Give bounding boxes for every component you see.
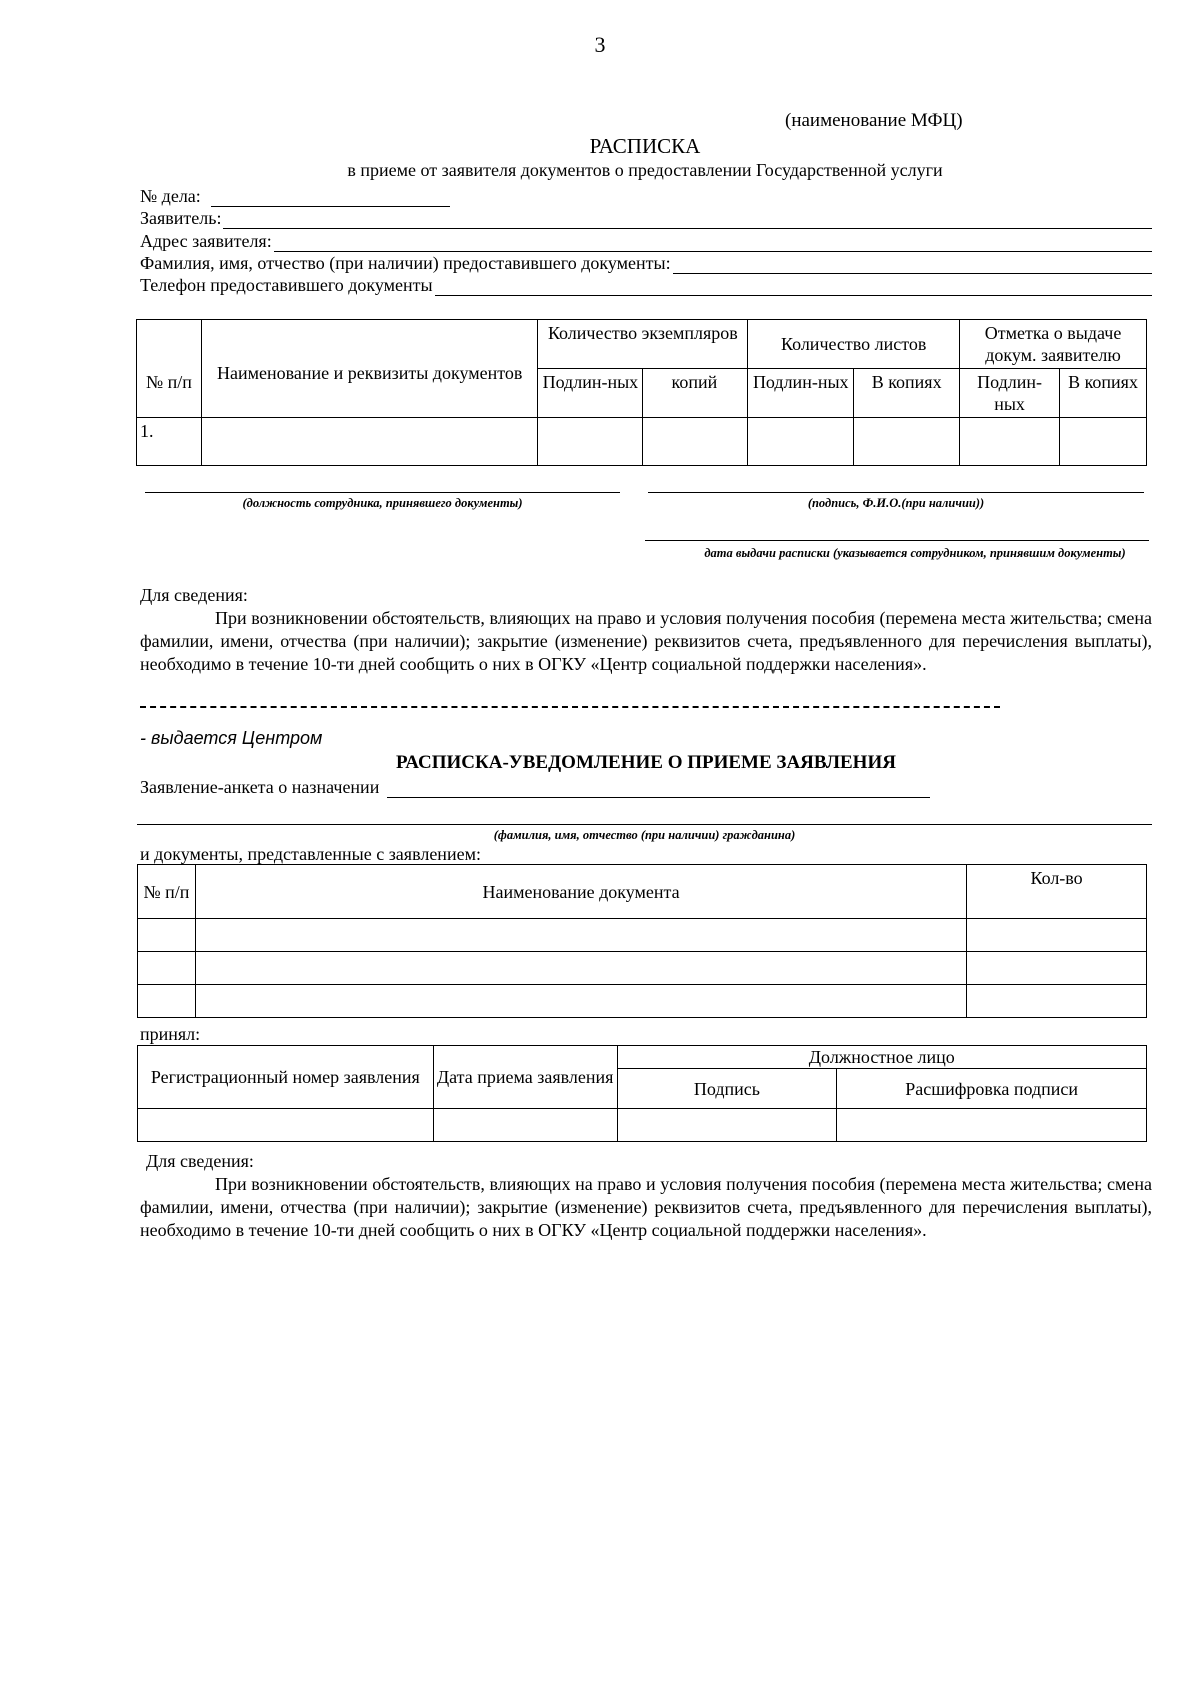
submitter-name-field[interactable] <box>140 252 1152 274</box>
address-label: Адрес заявителя: <box>140 231 272 251</box>
table-cell[interactable] <box>960 418 1060 466</box>
submitter-phone-line[interactable] <box>435 278 1152 296</box>
citizen-name-caption: (фамилия, имя, отчество (при наличии) гражданина) <box>493 828 796 842</box>
sub-copies-header: копий <box>643 369 748 418</box>
address-field[interactable] <box>140 230 1152 252</box>
col-sheets-count-header: Количество листов <box>748 320 960 369</box>
col-issue-mark-header: Отметка о выдаче докум. заявителю <box>960 320 1147 369</box>
col-number-header: № п/п <box>138 865 196 919</box>
submitter-name-line[interactable] <box>673 256 1152 274</box>
submitter-phone-label: Телефон предоставившего документы <box>140 275 433 295</box>
acceptance-table <box>137 1045 1147 1142</box>
signature-caption: (подпись, Ф.И.О.(при наличии)) <box>807 496 985 510</box>
issued-by-label: - выдается Центром <box>140 728 323 748</box>
table-cell[interactable] <box>195 952 966 985</box>
submitter-name-label: Фамилия, имя, отчество (при наличии) предоставившего документы: <box>140 253 671 273</box>
receipt-subtitle: в приеме от заявителя документов о предоставлении Государственной услуги <box>347 160 943 180</box>
sub-originals-header: Подлин-ных <box>960 369 1060 418</box>
receipt-title: РАСПИСКА <box>589 134 701 158</box>
application-label: Заявление-анкета о назначении <box>140 777 380 797</box>
notice-documents-table <box>137 864 1147 1018</box>
accepted-label: принял: <box>140 1024 201 1044</box>
position-caption: (должность сотрудника, принявшего документы) <box>242 496 523 510</box>
table-cell[interactable] <box>967 919 1147 952</box>
submitter-phone-field[interactable] <box>140 274 1152 296</box>
table-cell[interactable] <box>748 418 854 466</box>
signature-line[interactable] <box>648 492 1144 493</box>
col-document-name-header: Наименование и реквизиты документов <box>201 320 538 418</box>
case-number-field[interactable] <box>140 185 450 207</box>
documents-label: и документы, представленные с заявлением: <box>140 844 481 864</box>
table-row <box>138 985 1147 1018</box>
cut-line <box>140 706 1000 708</box>
table-cell[interactable] <box>138 985 196 1018</box>
table-cell[interactable] <box>617 1109 837 1142</box>
citizen-name-line[interactable] <box>137 824 1152 825</box>
table-cell[interactable] <box>195 919 966 952</box>
col-copies-count-header: Количество экземпляров <box>538 320 748 369</box>
sub-in-copies-header: В копиях <box>1060 369 1147 418</box>
table-cell[interactable] <box>643 418 748 466</box>
case-number-label: № дела: <box>140 186 201 206</box>
receipt-documents-table <box>136 319 1147 466</box>
sub-signature-decoding-header: Расшифровка подписи <box>837 1069 1147 1109</box>
col-official-header: Должностное лицо <box>617 1046 1146 1069</box>
notice-title: РАСПИСКА-УВЕДОМЛЕНИЕ О ПРИЕМЕ ЗАЯВЛЕНИЯ <box>396 752 896 773</box>
col-acceptance-date-header: Дата приема заявления <box>433 1046 617 1109</box>
col-registration-number-header: Регистрационный номер заявления <box>138 1046 434 1109</box>
table-cell[interactable] <box>195 985 966 1018</box>
table-cell[interactable] <box>138 952 196 985</box>
table-cell[interactable] <box>837 1109 1147 1142</box>
col-number-header: № п/п <box>137 320 202 418</box>
issue-date-caption: дата выдачи расписки (указывается сотрудником, принявшим документы) <box>704 546 1126 560</box>
table-cell[interactable] <box>201 418 538 466</box>
table-cell[interactable] <box>538 418 643 466</box>
table-row <box>138 952 1147 985</box>
mfc-name-caption: (наименование МФЦ) <box>785 110 963 131</box>
table-row <box>138 1109 1147 1142</box>
position-signature-line[interactable] <box>145 492 620 493</box>
sub-originals-header: Подлин-ных <box>538 369 643 418</box>
applicant-field[interactable] <box>140 207 1152 229</box>
table-cell[interactable] <box>433 1109 617 1142</box>
applicant-label: Заявитель: <box>140 208 222 228</box>
col-document-name-header: Наименование документа <box>195 865 966 919</box>
address-line[interactable] <box>274 234 1152 252</box>
page-number: 3 <box>594 32 606 57</box>
table-row <box>137 418 1147 466</box>
table-cell[interactable] <box>138 919 196 952</box>
sub-signature-header: Подпись <box>617 1069 837 1109</box>
info-label: Для сведения: <box>140 585 248 605</box>
table-cell[interactable] <box>967 985 1147 1018</box>
table-row <box>138 919 1147 952</box>
row-number-cell: 1. <box>137 418 202 466</box>
issue-date-line[interactable] <box>645 540 1149 541</box>
info-label-2: Для сведения: <box>146 1151 254 1171</box>
table-cell[interactable] <box>138 1109 434 1142</box>
table-cell[interactable] <box>854 418 960 466</box>
info-text-2: При возникновении обстоятельств, влияющих на право и условия получения пособия (перемена места жительства; смена фамилии, имени, отчества (при наличии); закрытие (изменение) реквизитов счета, предъявленного для перечисления выплаты), необходимо в течение 10-ти дней сообщить о них в ОГКУ «Центр социальной поддержки населения». <box>140 1174 1152 1240</box>
info-text: При возникновении обстоятельств, влияющих на право и условия получения пособия (перемена места жительства; смена фамилии, имени, отчества (при наличии); закрытие (изменение) реквизитов счета, предъявленного для перечисления выплаты), необходимо в течение 10-ти дней сообщить о них в ОГКУ «Центр социальной поддержки населения». <box>140 608 1152 674</box>
application-line[interactable] <box>387 780 930 798</box>
sub-originals-header: Подлин-ных <box>748 369 854 418</box>
col-quantity-header: Кол-во <box>967 865 1147 919</box>
case-number-line[interactable] <box>211 189 450 207</box>
table-cell[interactable] <box>967 952 1147 985</box>
table-cell[interactable] <box>1060 418 1147 466</box>
applicant-line[interactable] <box>223 211 1152 229</box>
sub-in-copies-header: В копиях <box>854 369 960 418</box>
application-field[interactable] <box>140 776 930 798</box>
